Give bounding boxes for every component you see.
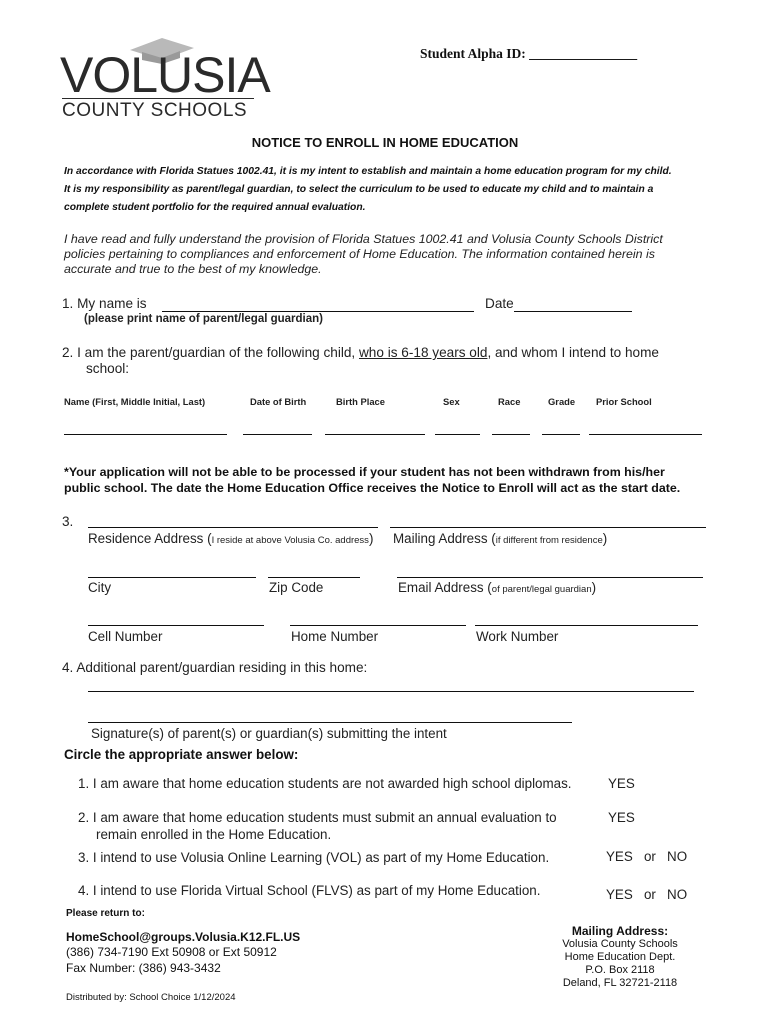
- statement-1: 1. I am aware that home education students are not awarded high school diplomas.: [78, 776, 572, 791]
- q4-label: 4. Additional parent/guardian residing in this home:: [62, 660, 368, 675]
- mailing-line-2: Home Education Dept.: [564, 951, 676, 963]
- statement-2: 2. I am aware that home education students must submit an annual evaluation to: [78, 810, 557, 825]
- statement-4: 4. I intend to use Florida Virtual School (FLVS) as part of my Home Education.: [78, 883, 541, 898]
- col-race: Race: [498, 396, 521, 407]
- statement-1-answer[interactable]: YES: [608, 776, 635, 791]
- email-note: of parent/legal guardian: [491, 584, 592, 595]
- home-number-field[interactable]: [290, 625, 466, 626]
- mailing-address-block: [545, 924, 695, 990]
- mailing-text: Mailing Address (: [393, 531, 496, 546]
- intro-line-2: It is my responsibility as parent/legal guardian, to select the curriculum to be used to educate my child and to maintain a: [64, 184, 654, 195]
- zip-field[interactable]: [268, 577, 360, 578]
- work-label: Work Number: [476, 629, 559, 644]
- statement-2-answer[interactable]: YES: [608, 810, 635, 825]
- email-close: ): [591, 580, 597, 595]
- mailing-line-1: Volusia County Schools: [562, 938, 678, 950]
- mailing-address-field[interactable]: [390, 527, 706, 528]
- signature-field[interactable]: [88, 722, 572, 723]
- residence-text: Residence Address (: [88, 531, 212, 546]
- cell-number-field[interactable]: [88, 625, 264, 626]
- child-prior-school-field[interactable]: [589, 434, 702, 435]
- col-prior-school: Prior School: [596, 396, 652, 407]
- q2-line-2: school:: [86, 361, 130, 376]
- statement-4-answer[interactable]: YES or NO: [606, 887, 688, 902]
- acknowledgement-paragraph: [64, 232, 724, 277]
- city-label: City: [88, 580, 112, 595]
- distributed-by: Distributed by: School Choice 1/12/2024: [66, 992, 236, 1003]
- city-field[interactable]: [88, 577, 256, 578]
- q1-sub-label: (please print name of parent/legal guardian): [84, 313, 323, 325]
- student-alpha-id[interactable]: Student Alpha ID: ________________: [420, 46, 638, 61]
- name-field[interactable]: [162, 311, 474, 312]
- col-birthplace: Birth Place: [336, 396, 385, 407]
- residence-label: [88, 531, 373, 546]
- mailing-line-4: Deland, FL 32721-2118: [562, 977, 678, 989]
- child-birthplace-field[interactable]: [325, 434, 425, 435]
- child-race-field[interactable]: [492, 434, 530, 435]
- logo-divider: [62, 98, 254, 99]
- email-label: [398, 580, 596, 595]
- residence-address-field[interactable]: [88, 527, 378, 528]
- warning-line-1: *Your application will not be able to be processed if your student has not been withdrawn from his/her: [64, 465, 665, 479]
- zip-label: Zip Code: [269, 580, 324, 595]
- page-title: NOTICE TO ENROLL IN HOME EDUCATION: [251, 135, 519, 150]
- signature-label: Signature(s) of parent(s) or guardian(s) submitting the intent: [91, 726, 447, 741]
- q3-number: 3.: [62, 514, 74, 529]
- return-label: Please return to:: [66, 908, 145, 919]
- q2-prefix: 2. I am the parent/guardian of the following child,: [62, 345, 356, 360]
- warning-line-2: public school. The date the Home Education Office receives the Notice to Enroll will act as the start date.: [64, 481, 681, 495]
- child-grade-field[interactable]: [542, 434, 580, 435]
- q2-text: [62, 345, 702, 360]
- logo: [60, 34, 270, 124]
- q1-date-label: Date: [485, 296, 514, 311]
- ack-line-2: policies pertaining to compliances and enforcement of Home Education. The information contained herein is: [64, 247, 655, 261]
- date-field[interactable]: [514, 311, 632, 312]
- mailing-line-3: P.O. Box 2118: [585, 964, 655, 976]
- circle-heading: Circle the appropriate answer below:: [64, 747, 299, 762]
- cell-label: Cell Number: [88, 629, 163, 644]
- logo-sub-text: COUNTY SCHOOLS: [62, 100, 248, 121]
- work-number-field[interactable]: [475, 625, 698, 626]
- return-email[interactable]: HomeSchool@groups.Volusia.K12.FL.US: [66, 930, 301, 944]
- col-grade: Grade: [548, 396, 576, 407]
- mailing-label: [393, 531, 607, 546]
- home-label: Home Number: [291, 629, 379, 644]
- mailing-close: ): [602, 531, 608, 546]
- email-text: Email Address (: [398, 580, 492, 595]
- child-dob-field[interactable]: [243, 434, 312, 435]
- col-sex: Sex: [443, 396, 460, 407]
- ack-line-3: accurate and true to the best of my knowledge.: [64, 262, 322, 276]
- return-phone: (386) 734-7190 Ext 50908 or Ext 50912: [66, 945, 277, 959]
- col-dob: Date of Birth: [250, 396, 307, 407]
- return-fax: Fax Number: (386) 943-3432: [66, 961, 221, 975]
- intro-line-3: complete student portfolio for the required annual evaluation.: [64, 202, 366, 213]
- child-sex-field[interactable]: [435, 434, 480, 435]
- email-field[interactable]: [397, 577, 703, 578]
- statement-3-answer[interactable]: YES or NO: [606, 849, 688, 864]
- intro-line-1: In accordance with Florida Statues 1002.41, it is my intent to establish and maintain a home education program for my child.: [64, 166, 672, 177]
- mailing-note: if different from residence: [495, 535, 603, 546]
- q2-suffix: , and whom I intend to home: [487, 345, 659, 360]
- logo-main-text: VOLUSIA: [60, 47, 270, 103]
- ack-line-1: I have read and fully understand the provision of Florida Statues 1002.41 and Volusia County Schools District: [64, 232, 663, 246]
- q2-underlined: who is 6-18 years old: [358, 345, 488, 360]
- child-name-field[interactable]: [64, 434, 227, 435]
- col-name: Name (First, Middle Initial, Last): [64, 396, 206, 407]
- additional-guardian-field[interactable]: [88, 691, 694, 692]
- statement-3: 3. I intend to use Volusia Online Learning (VOL) as part of my Home Education.: [78, 850, 550, 865]
- intro-paragraph: [64, 163, 724, 217]
- statement-2-cont: remain enrolled in the Home Education.: [96, 827, 332, 842]
- warning-paragraph: [64, 464, 724, 496]
- residence-note: I reside at above Volusia Co. address: [211, 535, 369, 546]
- residence-close: ): [368, 531, 374, 546]
- q1-label: 1. My name is: [62, 296, 147, 311]
- mailing-heading: Mailing Address:: [571, 924, 669, 938]
